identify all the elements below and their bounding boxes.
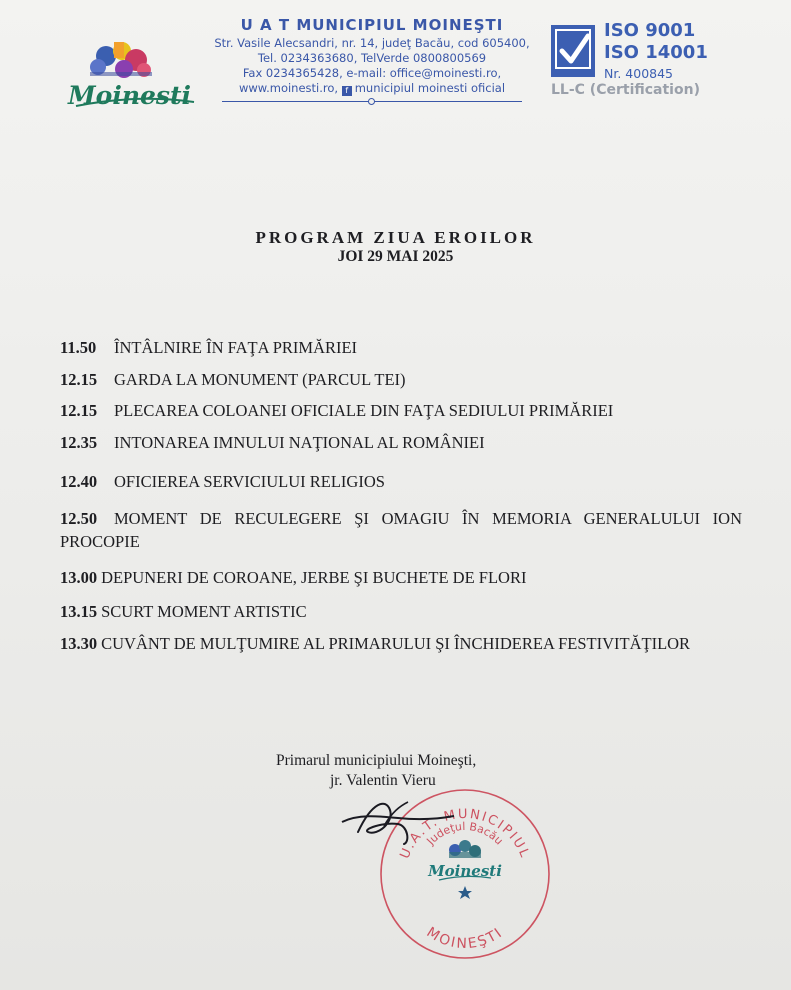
item-text: INTONAREA IMNULUI NAŢIONAL AL ROMÂNIEI	[114, 433, 485, 452]
fax-email-line: Fax 0234365428, e-mail: office@moinesti.ro,	[242, 66, 502, 80]
certificate-number: Nr. 400845	[604, 66, 674, 81]
logo-text: Moinesti	[68, 81, 192, 110]
item-text: PLECAREA COLOANEI OFICIALE DIN FAŢA SEDIULUI PRIMĂRIEI	[114, 401, 614, 420]
handwritten-signature	[338, 792, 458, 852]
item-text: SCURT MOMENT ARTISTIC	[101, 602, 307, 621]
item-text: CUVÂNT DE MULŢUMIRE AL PRIMARULUI ŞI ÎNCHIDEREA FESTIVITĂŢILOR	[101, 634, 691, 653]
document-title: PROGRAM ZIUA EROILOR	[255, 228, 536, 247]
phone-line: Tel. 0234363680, TelVerde 0800800569	[257, 51, 487, 65]
stamp-inner-text: Judeţul Bacău	[424, 819, 506, 848]
program-item	[60, 431, 742, 454]
item-text: OFICIEREA SERVICIULUI RELIGIOS	[114, 472, 385, 491]
website-link[interactable]: www.moinesti.ro,	[238, 81, 339, 95]
stamp-top-text: U.A.T. MUNICIPIUL	[397, 806, 533, 862]
certifier-name: LL-C (Certification)	[551, 82, 700, 98]
item-text: MOMENT DE RECULEGERE ŞI OMAGIU ÎN MEMORIA GENERALULUI ION PROCOPIE	[60, 509, 742, 551]
item-time: 12.15	[60, 370, 98, 389]
item-time: 12.40	[60, 472, 98, 491]
moinesti-logo	[66, 36, 198, 112]
item-time: 12.50	[60, 509, 98, 528]
program-item	[60, 600, 742, 623]
header-divider	[222, 101, 522, 102]
signatory-name: jr. Valentin Vieru	[330, 772, 436, 789]
item-text: GARDA LA MONUMENT (PARCUL TEI)	[114, 370, 406, 389]
facebook-link[interactable]: municipiul moinesti oficial	[354, 81, 506, 95]
iso-14001: ISO 14001	[604, 42, 708, 63]
item-time: 12.15	[60, 401, 98, 420]
certification-block	[551, 20, 731, 104]
item-time: 13.00	[60, 568, 98, 587]
stamp-bottom-text: MOINEŞTI	[423, 924, 507, 953]
address-line: Str. Vasile Alecsandri, nr. 14, judeţ Bacău, cod 605400,	[214, 36, 530, 50]
item-time: 11.50	[60, 338, 97, 357]
program-item	[60, 507, 742, 553]
svg-text:MOINEŞTI	[424, 924, 507, 952]
stamp-logo-text: Moinesti	[428, 862, 502, 880]
web-line	[196, 81, 548, 96]
contact-block	[196, 16, 548, 102]
iso-9001: ISO 9001	[604, 20, 696, 41]
item-time: 12.35	[60, 433, 98, 452]
item-time: 13.30	[60, 634, 98, 653]
signatory-role: Primarul municipiului Moineşti,	[276, 752, 477, 769]
program-item	[60, 632, 742, 655]
program-item	[60, 368, 742, 391]
certification-checkmark-icon	[551, 25, 595, 77]
facebook-icon: f	[342, 86, 352, 96]
event-date: JOI 29 MAI 2025	[337, 248, 454, 265]
program-item	[60, 399, 742, 422]
item-text: DEPUNERI DE COROANE, JERBE ŞI BUCHETE DE FLORI	[101, 568, 527, 587]
program-item	[60, 566, 742, 589]
item-time: 13.15	[60, 602, 98, 621]
program-item	[60, 336, 742, 359]
program-item	[60, 470, 742, 493]
item-text: ÎNTÂLNIRE ÎN FAŢA PRIMĂRIEI	[114, 338, 358, 357]
organization-name: U A T MUNICIPIUL MOINEŞTI	[240, 16, 504, 34]
